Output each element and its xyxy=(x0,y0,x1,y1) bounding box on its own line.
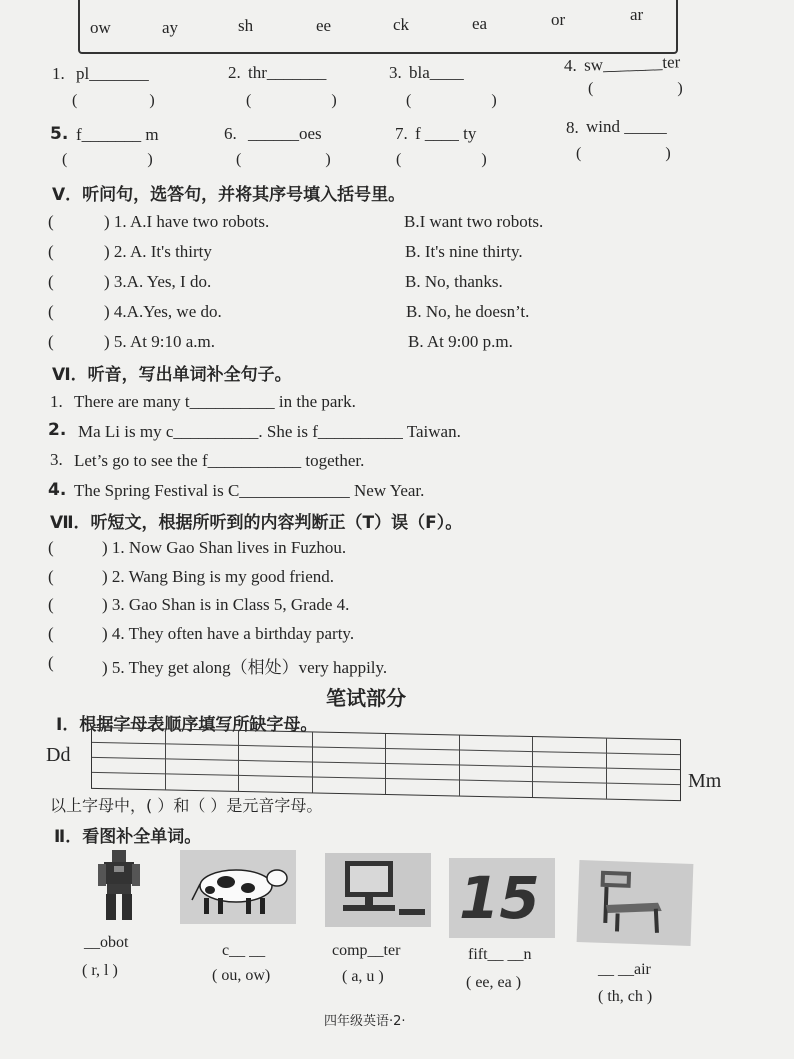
answer-parentheses: ( ) xyxy=(236,151,331,168)
question-a: ) 5. At 9:10 a.m. xyxy=(104,332,215,351)
phonics-item: ar xyxy=(630,5,644,24)
phonics-item: or xyxy=(551,10,566,29)
picture-word: comp__ter xyxy=(332,942,401,959)
phonics-item: ea xyxy=(472,14,488,33)
tf-statement: ) 3. Gao Shan is in Class 5, Grade 4. xyxy=(102,595,350,614)
answer-paren-left: ( xyxy=(48,332,54,351)
alphabet-start: Dd xyxy=(46,744,71,766)
answer-parentheses: ( ) xyxy=(246,92,337,109)
answer-paren-left: ( xyxy=(48,653,54,672)
picture-options: ( ee, ea ) xyxy=(466,974,522,991)
sentence: The Spring Festival is C_____________ New Year. xyxy=(74,481,425,500)
section-title: V．听问句，选答句，并将其序号填入括号里。 xyxy=(52,185,406,205)
fill-num: 1. xyxy=(52,64,65,83)
fill-word: bla____ xyxy=(409,63,464,82)
fill-word: thr_______ xyxy=(248,63,327,82)
written-part-title: 笔试部分 xyxy=(326,686,406,710)
tf-statement: ) 2. Wang Bing is my good friend. xyxy=(102,567,335,586)
fill-word: f_______ m xyxy=(76,125,159,144)
picture-options: ( ou, ow) xyxy=(212,967,271,984)
question-b: B. It's nine thirty. xyxy=(405,242,523,261)
phonics-item: sh xyxy=(238,16,254,35)
question-b: B. At 9:00 p.m. xyxy=(408,332,513,351)
section-title: Ⅱ．看图补全单词。 xyxy=(54,827,202,847)
picture-options: ( th, ch ) xyxy=(598,988,653,1005)
answer-parentheses: ( ) xyxy=(396,151,487,168)
fill-num: 8. xyxy=(566,118,579,137)
answer-paren-left: ( xyxy=(48,212,54,231)
fill-num: 2. xyxy=(228,63,241,82)
picture-word: __ __air xyxy=(598,961,651,978)
number-15-icon xyxy=(449,858,555,938)
picture-word: c__ __ xyxy=(222,942,266,959)
question-a: ) 2. A. It's thirty xyxy=(104,242,212,261)
phonics-item: ow xyxy=(90,18,111,37)
vowel-question: 以上字母中，( ）和（ ）是元音字母。 xyxy=(50,796,323,815)
sentence: Let’s go to see the f___________ together. xyxy=(74,451,365,470)
answer-paren-left: ( xyxy=(48,567,54,586)
picture-word: __obot xyxy=(84,934,129,951)
alphabet-end: Mm xyxy=(688,770,722,792)
alphabet-grid[interactable] xyxy=(91,727,681,801)
answer-paren-left: ( xyxy=(48,595,54,614)
chair-icon xyxy=(577,860,694,946)
item-num: 2. xyxy=(48,420,67,440)
answer-paren-left: ( xyxy=(48,538,54,557)
fill-word: ______oes xyxy=(248,124,322,143)
item-num: 4. xyxy=(48,480,67,500)
answer-parentheses: ( ) xyxy=(406,92,497,109)
sentence: There are many t__________ in the park. xyxy=(74,392,356,411)
picture-options: ( r, l ) xyxy=(82,962,118,979)
fill-num: 7. xyxy=(395,124,408,143)
page-footer: 四年级英语·2· xyxy=(324,1014,406,1029)
answer-paren-left: ( xyxy=(48,242,54,261)
fill-word: pl_______ xyxy=(76,64,149,83)
section-title: Ⅵ．听音，写出单词补全句子。 xyxy=(52,365,292,385)
sentence: Ma Li is my c__________. She is f__________ Taiwan. xyxy=(78,422,461,441)
phonics-item: ee xyxy=(316,16,332,35)
item-num: 1. xyxy=(50,392,63,411)
answer-parentheses: ( ) xyxy=(588,80,683,97)
answer-parentheses: ( ) xyxy=(62,151,153,168)
tf-statement: ) 1. Now Gao Shan lives in Fuzhou. xyxy=(102,538,347,557)
fill-num: 3. xyxy=(389,63,402,82)
picture-options: ( a, u ) xyxy=(342,968,384,985)
fill-word: wind _____ xyxy=(586,117,667,136)
phonics-item: ay xyxy=(162,18,179,37)
question-a: ) 4.A.Yes, we do. xyxy=(104,302,222,321)
section-title: Ⅰ．根据字母表顺序填写所缺字母。 xyxy=(56,715,318,735)
tf-statement: ) 4. They often have a birthday party. xyxy=(102,624,355,643)
answer-paren-left: ( xyxy=(48,624,54,643)
section-title: Ⅶ．听短文，根据所听到的内容判断正（T）误（F）。 xyxy=(50,513,463,533)
fill-num: 4. xyxy=(564,56,577,75)
answer-paren-left: ( xyxy=(48,272,54,291)
number-15-label: 15 xyxy=(459,864,540,932)
picture-word: fift__ __n xyxy=(468,946,532,963)
cow-icon xyxy=(180,850,296,924)
answer-parentheses: ( ) xyxy=(72,92,155,109)
answer-parentheses: ( ) xyxy=(576,145,671,162)
tf-statement: ) 5. They get along（相处）very happily. xyxy=(102,658,388,677)
item-num: 3. xyxy=(50,450,63,469)
fill-num: 5. xyxy=(50,124,69,144)
phonics-item: ck xyxy=(393,15,410,34)
answer-paren-left: ( xyxy=(48,302,54,321)
fill-word: f ____ ty xyxy=(415,124,477,143)
fill-word: sw_______ter xyxy=(583,52,681,75)
fill-num: 6. xyxy=(224,124,237,143)
question-b: B.I want two robots. xyxy=(404,212,544,231)
question-a: ) 1. A.I have two robots. xyxy=(104,212,270,231)
computer-icon xyxy=(325,853,431,927)
robot-icon xyxy=(94,848,146,924)
question-a: ) 3.A. Yes, I do. xyxy=(104,272,212,291)
question-b: B. No, thanks. xyxy=(405,272,503,291)
question-b: B. No, he doesn’t. xyxy=(406,302,530,321)
